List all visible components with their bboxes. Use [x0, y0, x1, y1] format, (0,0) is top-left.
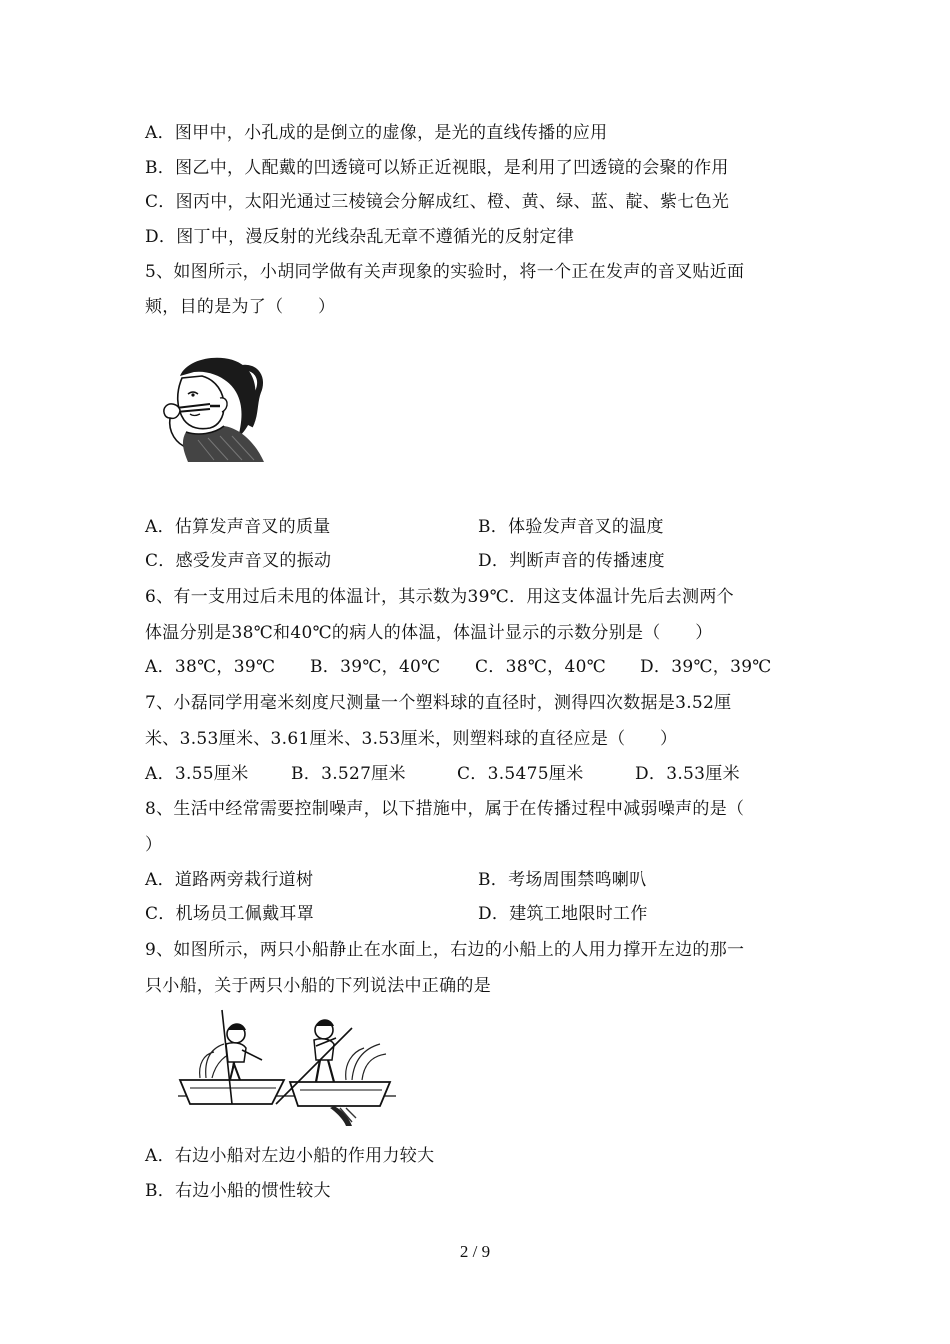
q8-stem-line2: ）	[145, 835, 163, 855]
q7-option-b: B．3.527厘米	[291, 764, 406, 784]
q5-option-d: D．判断声音的传播速度	[478, 551, 665, 571]
q7-option-a: A．3.55厘米	[145, 764, 249, 784]
q8-option-c: C．机场员工佩戴耳罩	[145, 904, 315, 924]
q4-option-a: A．图甲中，小孔成的是倒立的虚像，是光的直线传播的应用	[145, 123, 608, 143]
q7-option-c: C．3.5475厘米	[457, 764, 584, 784]
q6-option-c: C．38℃，40℃	[475, 657, 607, 677]
q6-stem-line1: 6、有一支用过后未甩的体温计，其示数为39℃．用这支体温计先后去测两个	[145, 587, 734, 607]
q5-stem-line1: 5、如图所示，小胡同学做有关声现象的实验时，将一个正在发声的音叉贴近面	[145, 262, 745, 282]
q5-option-a: A．估算发声音叉的质量	[145, 517, 331, 537]
q6-option-d: D．39℃，39℃	[640, 657, 772, 677]
q8-option-b: B．考场周围禁鸣喇叭	[478, 870, 647, 890]
q6-stem-line2: 体温分别是38℃和40℃的病人的体温，体温计显示的示数分别是（ ）	[145, 623, 713, 643]
q5-stem-line2: 颊，目的是为了（ ）	[145, 297, 336, 317]
q8-option-a: A．道路两旁栽行道树	[145, 870, 314, 890]
q5-option-c: C．感受发声音叉的振动	[145, 551, 332, 571]
q5-option-b: B．体验发声音叉的温度	[478, 517, 664, 537]
q7-stem-line2: 米、3.53厘米、3.61厘米、3.53厘米，则塑料球的直径应是（ ）	[145, 729, 678, 749]
q9-stem-line2: 只小船，关于两只小船的下列说法中正确的是	[145, 976, 491, 996]
q7-stem-line1: 7、小磊同学用毫米刻度尺测量一个塑料球的直径时，测得四次数据是3.52厘	[145, 693, 732, 713]
q9-option-b: B．右边小船的惯性较大	[145, 1181, 331, 1201]
q6-option-b: B．39℃，40℃	[310, 657, 441, 677]
q6-option-a: A．38℃，39℃	[145, 657, 276, 677]
q9-stem-line1: 9、如图所示，两只小船静止在水面上，右边的小船上的人用力撑开左边的那一	[145, 940, 745, 960]
page-number: 2 / 9	[459, 1242, 491, 1261]
tuning-fork-girl-illustration	[158, 348, 268, 466]
two-boats-illustration	[176, 1008, 398, 1128]
q9-option-a: A．右边小船对左边小船的作用力较大	[145, 1146, 435, 1166]
q4-option-d: D．图丁中，漫反射的光线杂乱无章不遵循光的反射定律	[145, 227, 575, 247]
q7-option-d: D．3.53厘米	[635, 764, 740, 784]
q4-option-c: C．图丙中，太阳光通过三棱镜会分解成红、橙、黄、绿、蓝、靛、紫七色光	[145, 192, 730, 212]
q8-option-d: D．建筑工地限时工作	[478, 904, 648, 924]
q8-stem-line1: 8、生活中经常需要控制噪声，以下措施中，属于在传播过程中减弱噪声的是（	[145, 799, 745, 819]
q4-option-b: B．图乙中，人配戴的凹透镜可以矫正近视眼，是利用了凹透镜的会聚的作用	[145, 158, 729, 178]
